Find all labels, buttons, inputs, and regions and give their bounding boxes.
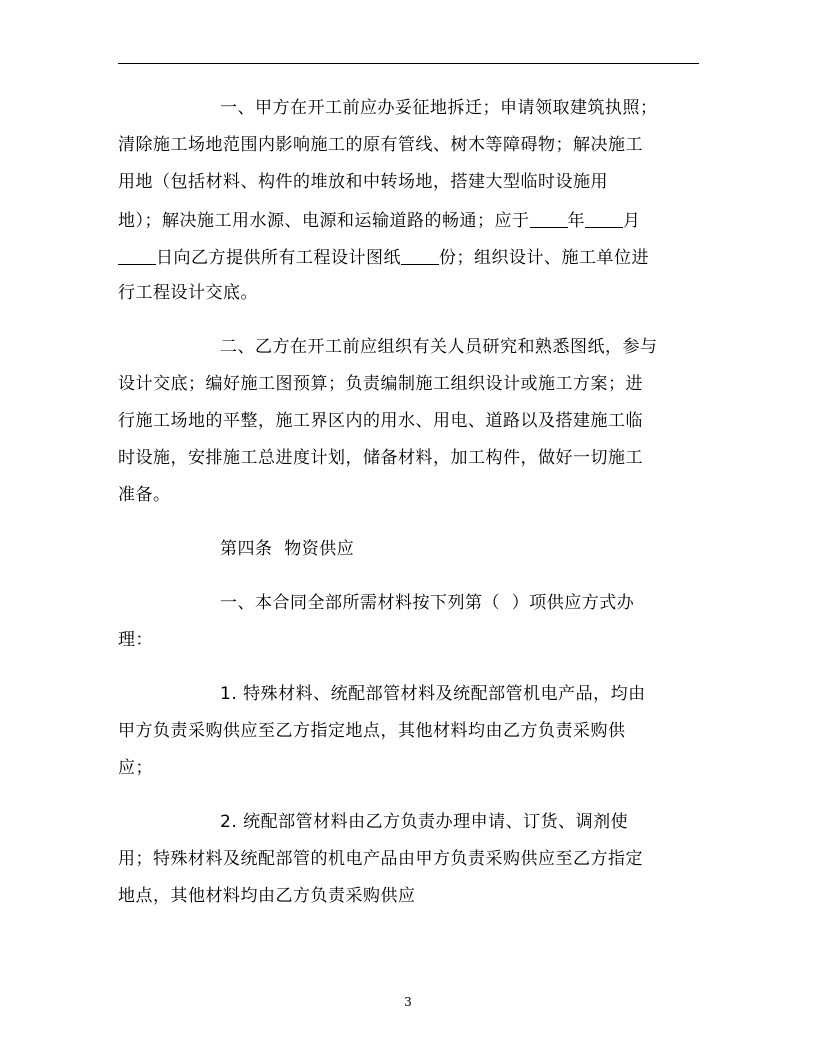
text-segment: 年 [567, 211, 585, 231]
text-segment: 份；组织设计、施工单位进 [439, 248, 649, 268]
text-line: 二、乙方在开工前应组织有关人员研究和熟悉图纸，参与 [220, 337, 658, 357]
text-segment: 日向乙方提供所有工程设计图纸 [156, 248, 401, 268]
text-line: 1. 特殊材料、统配部管材料及统配部管机电产品，均由 [220, 684, 646, 704]
text-line: 清除施工场地范围内影响施工的原有管线、树木等障碍物；解决施工 [118, 135, 643, 155]
blank-line [118, 247, 156, 265]
text-line: 时设施，安排施工总进度计划，储备材料，加工构件，做好一切施工 [118, 448, 643, 468]
text-line: 一、本合同全部所需材料按下列第（ ）项供应方式办 [220, 593, 635, 613]
text-line [118, 208, 641, 232]
text-line: 行工程设计交底。 [118, 283, 258, 303]
header-rule [118, 63, 699, 64]
text-line: 甲方负责采购供应至乙方指定地点，其他材料均由乙方负责采购供 [118, 721, 626, 741]
text-line: 用地（包括材料、构件的堆放和中转场地，搭建大型临时设施用 [118, 172, 608, 192]
text-line: 行施工场地的平整，施工界区内的用水、用电、道路以及搭建施工临 [118, 411, 643, 431]
text-line: 2. 统配部管材料由乙方负责办理申请、订货、调剂使 [220, 812, 629, 832]
text-line: 设计交底；编好施工图预算；负责编制施工组织设计或施工方案；进 [118, 374, 643, 394]
text-line [118, 245, 649, 269]
page-number: 3 [404, 995, 412, 1009]
text-line: 一、甲方在开工前应办妥征地拆迁；申请领取建筑执照； [220, 98, 658, 118]
text-line: 第四条 物资供应 [220, 539, 355, 559]
text-line: 准备。 [118, 485, 171, 505]
blank-line [530, 210, 568, 228]
text-segment: 月 [623, 211, 641, 231]
text-line: 应； [118, 758, 153, 778]
text-line: 地点，其他材料均由乙方负责采购供应 [118, 886, 416, 906]
blank-line [401, 247, 439, 265]
blank-line [585, 210, 623, 228]
text-line: 理： [118, 630, 153, 650]
text-line: 用；特殊材料及统配部管的机电产品由甲方负责采购供应至乙方指定 [118, 849, 643, 869]
text-segment: 地）；解决施工用水源、电源和运输道路的畅通；应于 [118, 211, 530, 231]
